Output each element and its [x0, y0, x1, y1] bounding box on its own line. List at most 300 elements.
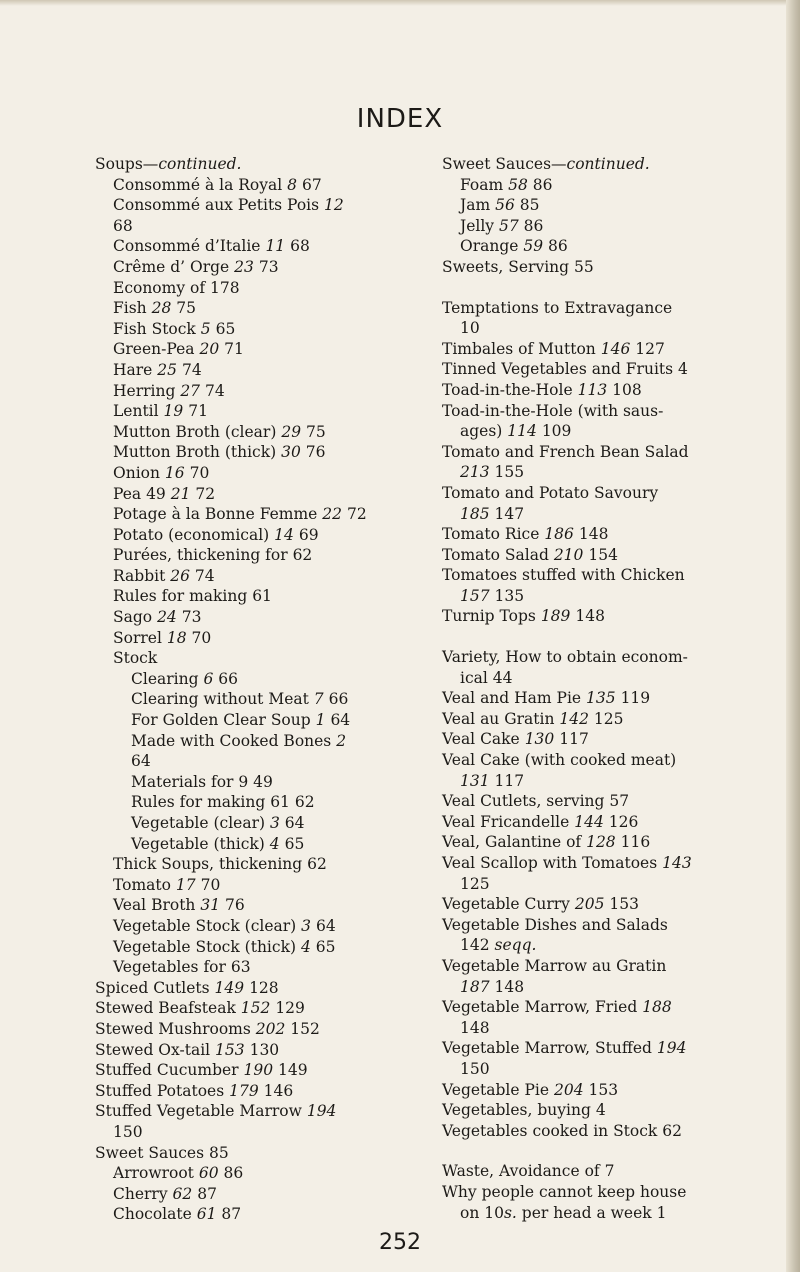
recipe-number: 114: [507, 422, 537, 441]
page-ref: 64: [284, 814, 305, 832]
page-ref: 70: [189, 463, 210, 482]
recipe-number: 61: [196, 1205, 217, 1224]
page-ref: 86: [223, 1164, 244, 1183]
recipe-number: 16: [164, 463, 185, 482]
recipe-number: 11: [265, 237, 286, 256]
page-ref: 149: [278, 1061, 308, 1080]
entry-text: Vegetable Stock (clear): [113, 916, 297, 935]
entry-text: Mutton Broth (thick): [113, 443, 277, 462]
entry-text: Toad-in-the-Hole: [442, 380, 573, 399]
recipe-number: 213: [460, 463, 490, 482]
heading-main: Sweet Sauces—: [442, 155, 567, 173]
entry-text: Foam: [460, 175, 504, 194]
index-entry: [442, 915, 777, 936]
section-heading: [95, 154, 417, 175]
index-entry: [95, 710, 417, 731]
entry-text: Temptations to Extravagance: [442, 298, 673, 317]
entry-text: ages): [460, 422, 503, 441]
index-entry: [95, 751, 417, 772]
index-entry: [442, 647, 777, 668]
entry-text: Vegetable Marrow au Gratin: [442, 956, 667, 975]
index-entry: [442, 339, 777, 360]
recipe-number: 56: [495, 196, 515, 215]
recipe-number: 210: [553, 545, 584, 564]
page-ref: 87: [197, 1184, 217, 1203]
recipe-number: 24: [157, 608, 177, 627]
index-entry: [95, 772, 417, 793]
entry-text: 10: [460, 319, 480, 338]
index-entry: [442, 997, 777, 1018]
recipe-number: 179: [229, 1081, 259, 1100]
entry-text: Stuffed Cucumber: [95, 1061, 239, 1080]
index-entry: [442, 606, 777, 627]
index-entry: [95, 916, 417, 937]
index-entry: [95, 628, 417, 649]
entry-text: Tomato Salad: [442, 545, 549, 564]
index-entry: [442, 236, 777, 257]
index-entry: [95, 998, 417, 1019]
page-ref: 76: [305, 443, 326, 462]
index-entry: [95, 257, 417, 278]
page-ref: per head a week 1: [521, 1203, 667, 1222]
page-ref: 65: [215, 319, 236, 338]
index-entry: [95, 1184, 417, 1205]
recipe-number: 157: [460, 586, 490, 605]
page-ref: 66: [218, 669, 238, 688]
entry-text: Turnip Tops: [442, 607, 536, 626]
entry-text: Jam: [460, 196, 491, 215]
index-entry: [95, 175, 417, 196]
entry-text: Variety, How to obtain econom-: [442, 648, 688, 667]
section-heading: [442, 154, 777, 175]
page-ref: 119: [620, 689, 651, 708]
recipe-number: 25: [157, 360, 178, 379]
entry-text: 125: [460, 874, 490, 893]
recipe-number: 58: [508, 175, 528, 194]
entry-text: Rabbit: [113, 566, 166, 585]
entry-text: Hare: [113, 360, 153, 379]
index-entry: [95, 422, 417, 443]
index-entry: [95, 854, 417, 875]
page-ref: 68: [290, 237, 310, 256]
page-ref: 148: [575, 607, 605, 626]
index-entry: [442, 1059, 777, 1080]
entry-text: Mutton Broth (clear): [113, 422, 277, 441]
index-entry: [95, 442, 417, 463]
entry-text: Economy of 178: [113, 278, 240, 297]
index-entry: [442, 483, 777, 504]
entry-text: Sorrel: [113, 628, 162, 647]
page-ref: 154: [588, 545, 618, 564]
entry-text: Sago: [113, 608, 153, 627]
page-ref: 129: [275, 999, 305, 1018]
entry-text: Clearing without Meat: [131, 690, 309, 709]
entry-text: Sweets, Serving 55: [442, 257, 594, 276]
index-entry: [95, 381, 417, 402]
index-entry: [95, 278, 417, 299]
page-ref: 64: [330, 711, 351, 730]
index-entry: [95, 339, 417, 360]
entry-text: Rules for making 61: [113, 587, 272, 606]
index-entry: [95, 1122, 417, 1143]
page-number: 252: [379, 1230, 421, 1255]
index-entry: [442, 462, 777, 483]
index-entry: [442, 1038, 777, 1059]
recipe-number: 146: [600, 339, 631, 358]
index-entry: [442, 1080, 777, 1101]
entry-text: Made with Cooked Bones: [131, 731, 332, 750]
page-ref: 147: [494, 504, 525, 523]
entry-text: Cherry: [113, 1184, 168, 1203]
recipe-number: 144: [574, 812, 604, 831]
recipe-number: 194: [306, 1102, 337, 1121]
entry-text: Vegetable Marrow, Stuffed: [442, 1039, 652, 1058]
index-entry: [95, 1143, 417, 1164]
index-entry: [95, 607, 417, 628]
entry-text: Potage à la Bonne Femme: [113, 505, 318, 524]
recipe-number: 22: [322, 505, 343, 524]
entry-text: Consommé d’Italie: [113, 237, 261, 256]
entry-text: Tomato and French Bean Salad: [442, 442, 689, 461]
entry-text: Veal Cake (with cooked meat): [442, 751, 677, 770]
index-entry: [442, 195, 777, 216]
entry-text: Veal Scallop with Tomatoes: [442, 854, 658, 872]
recipe-number: 113: [577, 380, 608, 399]
entry-text: Tomato: [113, 875, 171, 894]
page-ref: 86: [532, 175, 553, 194]
page-title: INDEX: [356, 104, 444, 134]
index-entry: [442, 956, 777, 977]
page-ref: 70: [191, 628, 212, 647]
entry-text: Tomato and Potato Savoury: [442, 483, 659, 502]
recipe-number: 14: [274, 525, 294, 544]
recipe-number: 205: [574, 895, 605, 914]
index-entry: [442, 216, 777, 237]
entry-text: Vegetable Dishes and Salads: [442, 915, 668, 934]
page-ref: 146: [263, 1081, 294, 1100]
recipe-number: 4: [300, 937, 311, 956]
entry-text: Stewed Beafsteak: [95, 999, 236, 1018]
page-ref: 76: [225, 896, 245, 915]
recipe-number: 3: [269, 814, 280, 832]
page-ref: 74: [204, 381, 225, 400]
index-entry: [95, 957, 417, 978]
entry-text: 68: [113, 216, 133, 235]
page-ref: 87: [221, 1205, 242, 1224]
entry-text: Why people cannot keep house: [442, 1182, 687, 1201]
entry-text: Crême d’ Orge: [113, 257, 230, 276]
index-entry: [95, 525, 417, 546]
entry-text: Potato (economical): [113, 525, 270, 544]
page-ref: 117: [494, 771, 525, 790]
entry-text: Stuffed Potatoes: [95, 1081, 225, 1100]
entry-text: Pea 49: [113, 484, 166, 503]
recipe-number: 187: [460, 977, 490, 996]
index-entry: [95, 463, 417, 484]
index-entry: [442, 812, 777, 833]
entry-text: Lentil: [113, 402, 159, 421]
index-entry: [95, 401, 417, 422]
page-ref: 127: [635, 339, 665, 358]
entry-text: 150: [113, 1122, 143, 1141]
recipe-number: 204: [553, 1080, 584, 1099]
index-entry: [442, 586, 777, 607]
page-ref: 109: [541, 422, 572, 441]
page-ref: 72: [346, 505, 367, 524]
recipe-number: 18: [166, 628, 187, 647]
page-ref: 126: [608, 812, 639, 831]
recipe-number: 142: [559, 709, 589, 728]
entry-text: Veal, Galantine of: [442, 833, 582, 852]
page-ref: 148: [578, 525, 609, 544]
page-ref: 128: [249, 978, 279, 997]
entry-text: Green-Pea: [113, 340, 195, 359]
index-entry: [95, 1081, 417, 1102]
page-ref: 71: [224, 340, 244, 359]
index-entry: [95, 1060, 417, 1081]
page-ref: 66: [328, 690, 349, 709]
index-entry: [95, 689, 417, 710]
entry-text: Tomato Rice: [442, 525, 540, 544]
page-ref: 70: [200, 875, 221, 894]
entry-text: ical 44: [460, 668, 513, 687]
entry-text: Rules for making 61 62: [131, 793, 315, 812]
index-entry: [95, 813, 417, 834]
heading-continued: continued.: [566, 155, 650, 173]
entry-text: 64: [131, 752, 151, 771]
entry-text: Vegetables, buying 4: [442, 1101, 606, 1120]
index-entry: [95, 1019, 417, 1040]
entry-text: Stewed Ox-tail: [95, 1040, 211, 1059]
index-entry: [442, 565, 777, 586]
recipe-number: seqq.: [494, 936, 537, 955]
recipe-number: 2: [336, 731, 347, 750]
index-entry: [95, 216, 417, 237]
index-entry: [95, 792, 417, 813]
index-entry: [442, 874, 777, 895]
page-ref: 86: [548, 237, 568, 256]
page-ref: 116: [620, 833, 651, 852]
page-ref: 69: [298, 525, 319, 544]
index-entry: [95, 545, 417, 566]
entry-text: Veal Fricandelle: [442, 812, 570, 831]
index-entry: [95, 236, 417, 257]
entry-text: Fish Stock: [113, 319, 196, 338]
entry-text: Veal Cake: [442, 730, 520, 749]
index-column-left: [95, 154, 417, 1225]
entry-text: Tomatoes stuffed with Chicken: [442, 566, 685, 585]
recipe-number: 194: [656, 1039, 687, 1058]
recipe-number: 17: [175, 875, 196, 894]
index-entry: [442, 504, 777, 525]
page-ref: 152: [290, 1019, 320, 1038]
heading-continued: continued.: [158, 155, 242, 173]
recipe-number: 6: [203, 669, 214, 688]
index-entry: [95, 1040, 417, 1061]
recipe-number: 153: [215, 1040, 245, 1059]
recipe-number: 3: [301, 916, 312, 935]
entry-text: Consommé à la Royal: [113, 175, 283, 194]
index-entry: [95, 1204, 417, 1225]
index-entry: [442, 935, 777, 956]
index-entry: [95, 298, 417, 319]
page-ref: 153: [588, 1080, 619, 1099]
entry-text: Waste, Avoidance of 7: [442, 1162, 615, 1181]
page-ref: 75: [306, 422, 326, 441]
recipe-number: 189: [540, 607, 571, 626]
index-entry: [95, 875, 417, 896]
entry-text: Jelly: [460, 216, 495, 235]
index-entry: [442, 771, 777, 792]
page-ref: 153: [609, 895, 639, 914]
index-entry: [95, 319, 417, 340]
entry-text: Vegetables cooked in Stock 62: [442, 1121, 682, 1140]
index-entry: [95, 1163, 417, 1184]
recipe-number: 7: [313, 690, 324, 709]
group-spacer: [442, 1141, 777, 1161]
page-ref: 148: [494, 977, 525, 996]
entry-text: Materials for 9 49: [131, 772, 273, 791]
recipe-number: 59: [523, 237, 544, 256]
heading-main: Soups—: [95, 155, 159, 173]
index-entry: [95, 504, 417, 525]
recipe-number: 57: [499, 216, 519, 235]
index-entry: [442, 545, 777, 566]
recipe-number: 188: [642, 998, 672, 1017]
recipe-number: 152: [240, 999, 271, 1018]
index-entry: [442, 359, 777, 380]
recipe-number: 143: [662, 854, 692, 872]
page-ref: 85: [519, 196, 540, 215]
page-ref: 135: [494, 586, 525, 605]
recipe-number: 202: [255, 1019, 286, 1038]
page-ref: 117: [559, 730, 589, 749]
entry-text: 148: [460, 1018, 490, 1037]
entry-text: Consommé aux Petits Pois: [113, 196, 320, 215]
entry-text: Thick Soups, thickening 62: [113, 855, 327, 874]
entry-text: Orange: [460, 237, 519, 256]
recipe-number: 5: [200, 319, 211, 338]
entry-text: Clearing: [131, 669, 199, 688]
index-entry: [95, 586, 417, 607]
recipe-number: 19: [163, 402, 184, 421]
entry-text: Vegetable Pie: [442, 1080, 550, 1099]
index-entry: [95, 1101, 417, 1122]
page-ref: 73: [258, 257, 279, 276]
entry-text: Fish: [113, 299, 147, 318]
index-entry: [95, 648, 417, 669]
entry-text: Stewed Mushrooms: [95, 1019, 251, 1038]
page-ref: 72: [195, 484, 216, 503]
index-entry: [442, 1100, 777, 1121]
index-entry: [442, 688, 777, 709]
page-ref: 65: [315, 937, 336, 956]
entry-text: Veal Broth: [113, 896, 196, 915]
recipe-number: 135: [586, 689, 616, 708]
index-entry: [442, 668, 777, 689]
index-entry: [442, 853, 777, 874]
entry-text: Onion: [113, 463, 160, 482]
index-entry: [95, 669, 417, 690]
entry-text: Stuffed Vegetable Marrow: [95, 1102, 302, 1121]
entry-text: Veal au Gratin: [442, 709, 555, 728]
recipe-number: 149: [214, 978, 245, 997]
index-entry: [442, 791, 777, 812]
right-entries-list: [442, 175, 777, 1224]
index-entry: [442, 524, 777, 545]
recipe-number: s.: [503, 1203, 517, 1222]
recipe-number: 1: [315, 711, 326, 730]
index-entry: [442, 709, 777, 730]
entry-text: Vegetable Marrow, Fried: [442, 998, 638, 1017]
entry-text: Vegetable Curry: [442, 895, 570, 914]
index-entry: [442, 442, 777, 463]
recipe-number: 128: [586, 833, 616, 852]
entry-text: Veal Cutlets, serving 57: [442, 792, 630, 811]
entry-text: Tinned Vegetables and Fruits 4: [442, 360, 688, 379]
index-entry: [442, 832, 777, 853]
entry-text: Toad-in-the-Hole (with saus-: [442, 401, 664, 420]
entry-text: on 10: [460, 1203, 504, 1222]
index-entry: [442, 175, 777, 196]
entry-text: Sweet Sauces 85: [95, 1143, 229, 1162]
recipe-number: 29: [281, 422, 302, 441]
group-spacer: [442, 278, 777, 298]
recipe-number: 62: [172, 1184, 193, 1203]
index-entry: [442, 380, 777, 401]
page-ref: 64: [315, 916, 336, 935]
recipe-number: 20: [199, 340, 220, 359]
entry-text: Vegetable (clear): [131, 814, 266, 832]
page-ref: 74: [181, 360, 202, 379]
recipe-number: 185: [460, 504, 490, 523]
index-entry: [95, 895, 417, 916]
index-entry: [95, 195, 417, 216]
entry-text: Vegetable (thick): [131, 834, 265, 853]
index-entry: [95, 834, 417, 855]
page-ref: 67: [301, 175, 322, 194]
index-entry: [442, 1121, 777, 1142]
page-edge-top: [0, 0, 800, 6]
page-ref: 73: [181, 608, 202, 627]
page-edge: [786, 0, 800, 1272]
page-ref: 125: [593, 709, 624, 728]
recipe-number: 4: [269, 834, 280, 853]
entry-text: Chocolate: [113, 1205, 192, 1224]
recipe-number: 12: [324, 196, 344, 215]
index-entry: [95, 484, 417, 505]
recipe-number: 27: [180, 381, 201, 400]
recipe-number: 130: [524, 730, 555, 749]
entry-text: Spiced Cutlets: [95, 978, 210, 997]
index-entry: [442, 729, 777, 750]
recipe-number: 30: [281, 443, 301, 462]
entry-text: Vegetable Stock (thick): [113, 937, 297, 956]
index-entry: [442, 1182, 777, 1203]
index-entry: [442, 1161, 777, 1182]
entry-text: Arrowroot: [113, 1164, 194, 1183]
recipe-number: 131: [460, 771, 490, 790]
entry-text: Stock: [113, 649, 158, 668]
index-entry: [442, 750, 777, 771]
entry-text: For Golden Clear Soup: [131, 711, 311, 730]
index-entry: [442, 977, 777, 998]
index-entry: [442, 298, 777, 319]
index-entry: [95, 937, 417, 958]
left-entries-list: [95, 175, 417, 1225]
page-ref: 74: [194, 566, 215, 585]
entry-text: Timbales of Mutton: [442, 339, 596, 358]
